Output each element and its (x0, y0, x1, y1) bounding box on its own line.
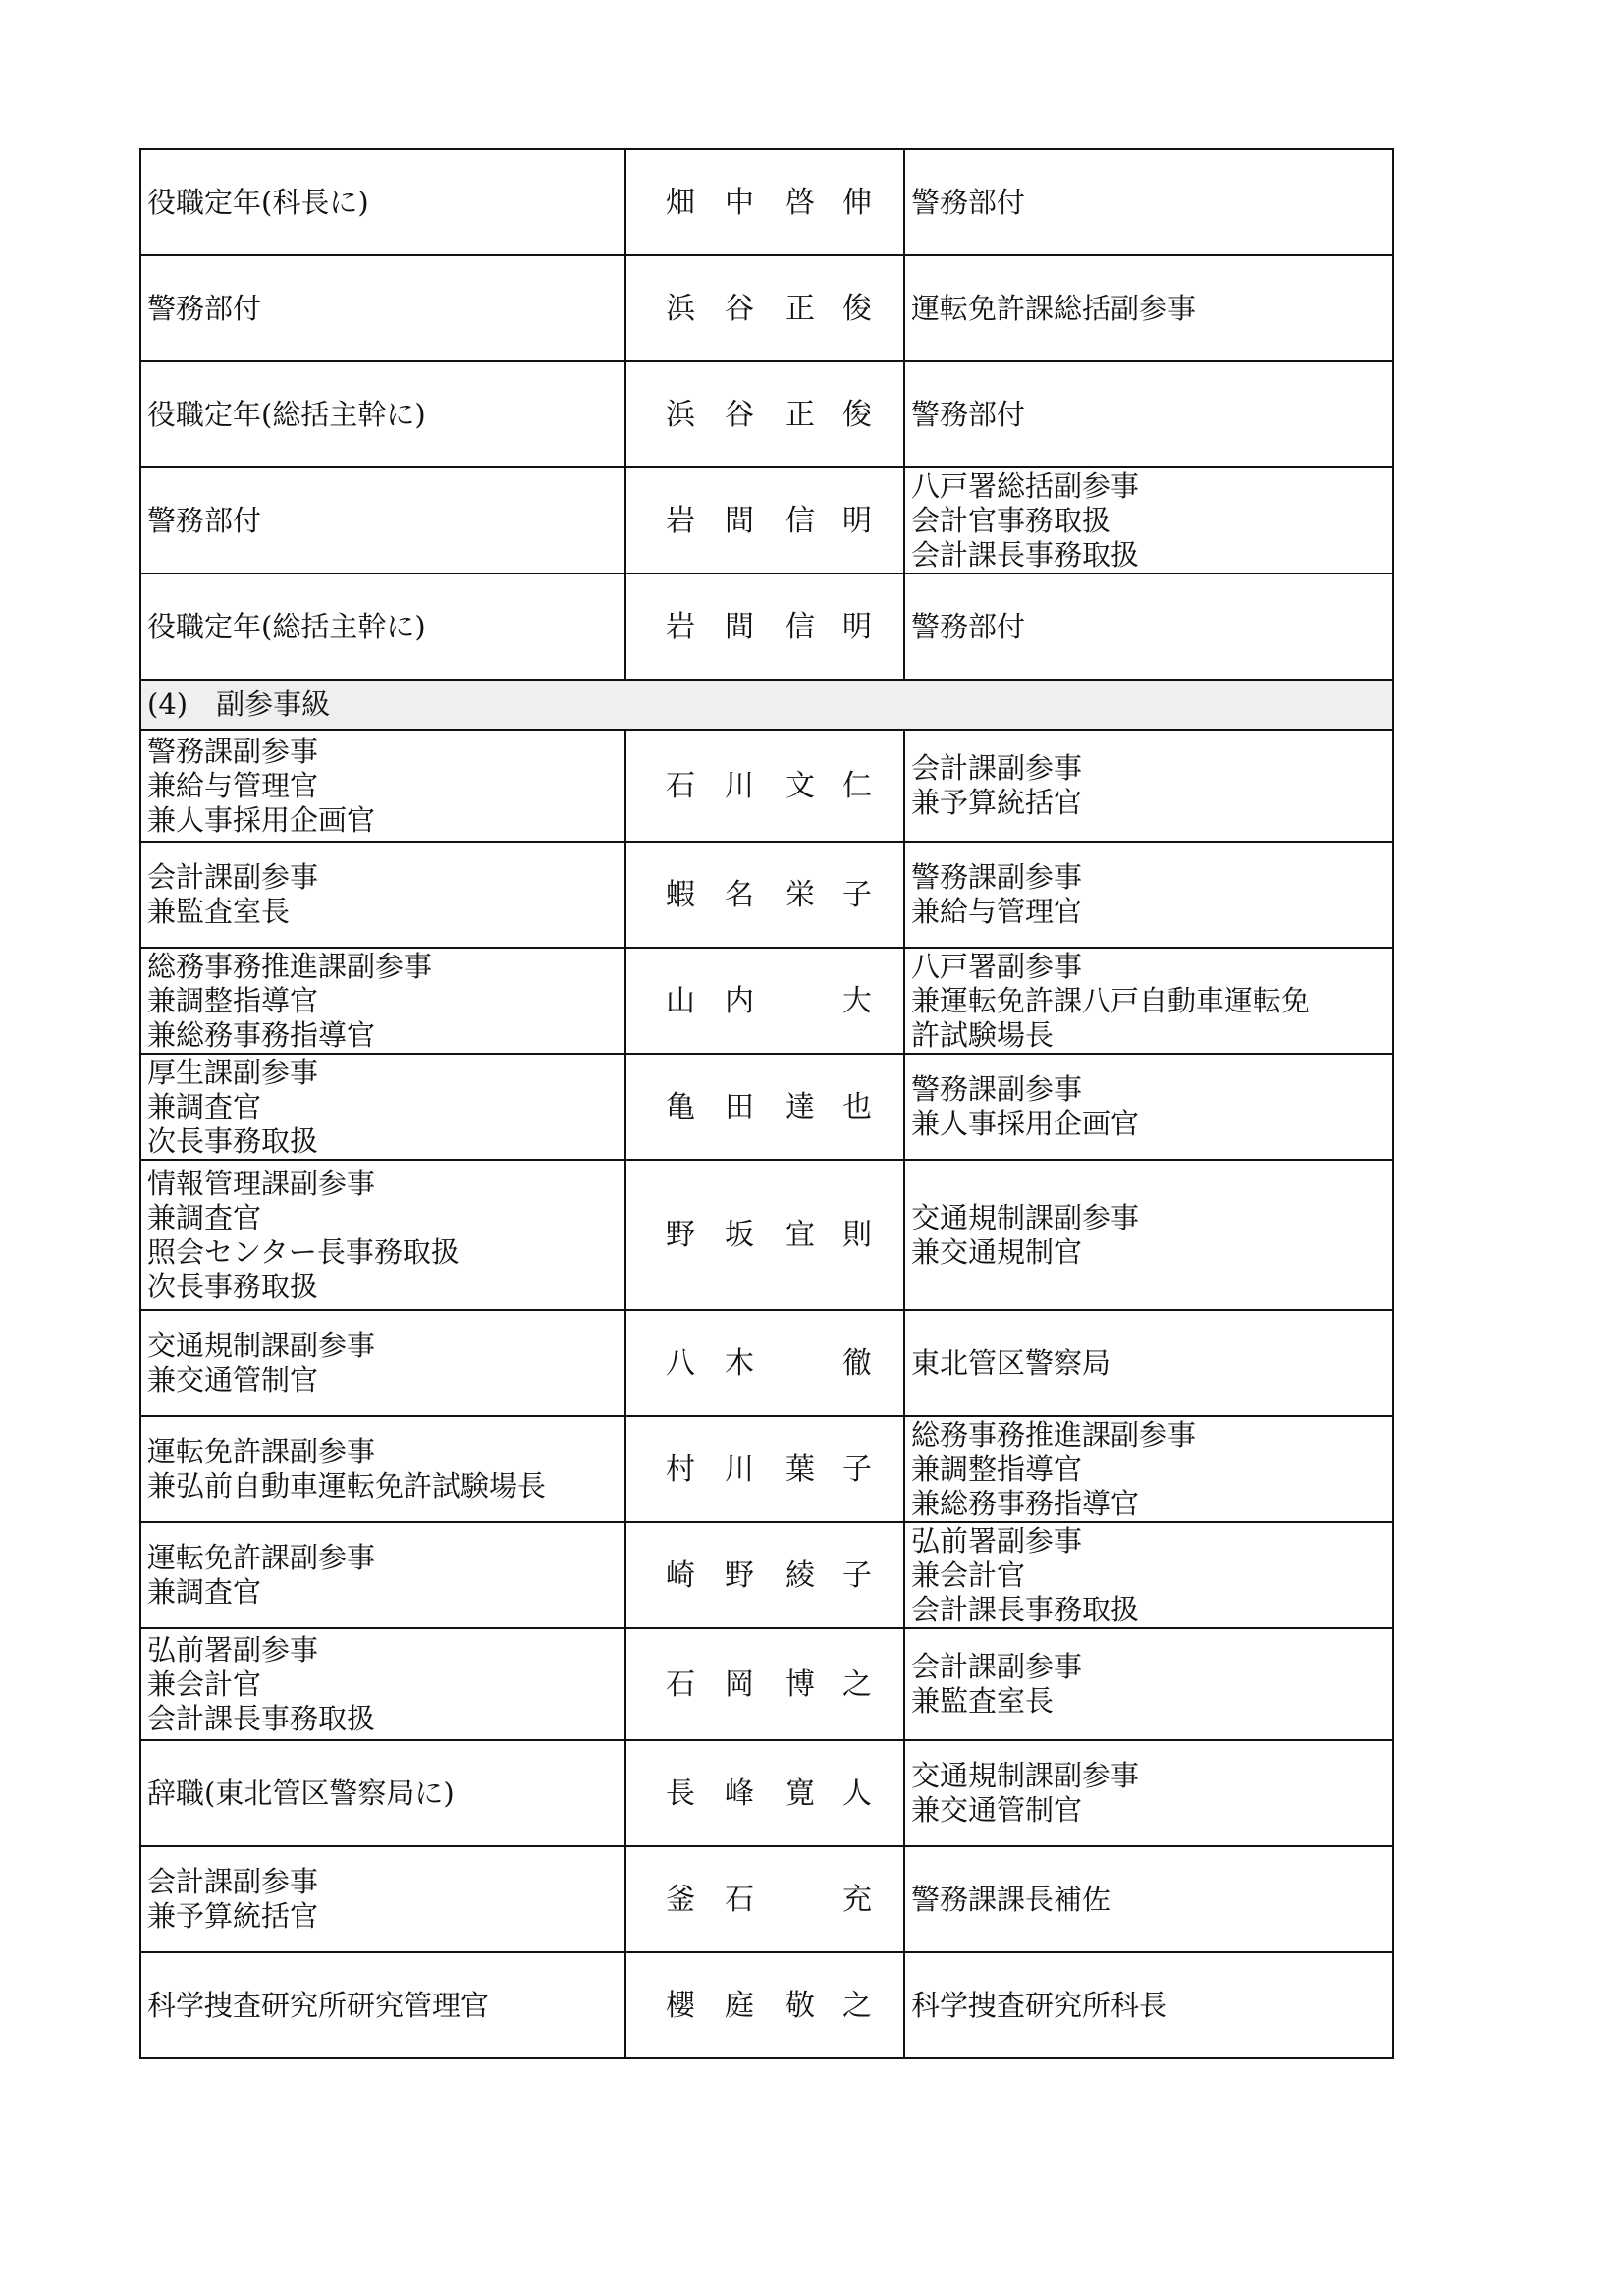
given-name-char: 信 (785, 503, 815, 538)
old-post-cell (904, 730, 1393, 842)
given-name (785, 186, 872, 220)
surname-char: 岩 (666, 609, 695, 644)
table-row (140, 730, 1393, 842)
person-name (632, 398, 897, 432)
surname (666, 1989, 754, 2023)
given-name-char: 綾 (785, 1558, 815, 1593)
personnel-table (139, 148, 1394, 2059)
given-name-char: 充 (842, 1882, 872, 1917)
surname-char: 峰 (725, 1776, 754, 1811)
person-name (632, 769, 897, 803)
new-post-line: 会計課長事務取扱 (147, 1701, 376, 1735)
surname-char: 浜 (666, 397, 695, 432)
given-name-char: 博 (785, 1667, 815, 1702)
surname-char: 石 (666, 1667, 695, 1702)
given-name-char: 達 (785, 1089, 815, 1124)
person-name (632, 1883, 897, 1917)
name-cell (625, 1054, 904, 1160)
new-post-cell (140, 149, 625, 255)
surname-char: 山 (666, 983, 695, 1018)
new-post-line: 警務課副参事 (147, 734, 319, 768)
table-row (140, 842, 1393, 948)
new-post-line: 次長事務取扱 (147, 1123, 319, 1158)
old-post-line: 会計課副参事 (911, 751, 1083, 785)
given-name-char: 伸 (842, 185, 872, 220)
person-name (632, 984, 897, 1018)
name-cell (625, 948, 904, 1054)
old-post-cell (904, 1416, 1393, 1522)
new-post-cell (140, 1416, 625, 1522)
old-post-line: 弘前署副参事 (911, 1523, 1083, 1558)
given-name-char: 正 (785, 291, 815, 326)
name-cell (625, 1160, 904, 1310)
given-name-char: 敬 (785, 1988, 815, 2023)
old-post-cell (904, 1628, 1393, 1740)
surname (666, 398, 754, 432)
old-post-cell (904, 1054, 1393, 1160)
given-name (785, 878, 872, 912)
old-post-line: 兼監査室長 (911, 1684, 1055, 1718)
given-name (785, 984, 872, 1018)
old-post-line: 兼人事採用企画官 (911, 1107, 1140, 1140)
name-cell (625, 361, 904, 467)
new-post-line: 兼給与管理官 (147, 768, 319, 802)
old-post-cell (904, 1846, 1393, 1952)
table-row (140, 1310, 1393, 1416)
surname (666, 1452, 754, 1487)
surname-char: 庭 (725, 1988, 754, 2023)
old-post-cell (904, 574, 1393, 680)
table-row (140, 467, 1393, 574)
person-name (632, 1989, 897, 2023)
old-post-cell (904, 255, 1393, 361)
new-post-line: 兼監査室長 (147, 895, 291, 928)
surname (666, 1667, 754, 1702)
section-header-row (140, 680, 1393, 730)
new-post-line: 次長事務取扱 (147, 1269, 319, 1303)
old-post-line: 会計課副参事 (911, 1650, 1083, 1683)
surname (666, 1090, 754, 1124)
table-row (140, 1628, 1393, 1740)
new-post-line: 科学捜査研究所研究管理官 (147, 1988, 490, 2022)
new-post-line: 兼総務事務指導官 (147, 1017, 376, 1052)
old-post-line: 警務部付 (911, 185, 1026, 219)
surname-char: 内 (725, 983, 754, 1018)
surname-char: 岡 (725, 1667, 754, 1702)
new-post-line: 警務部付 (147, 503, 262, 537)
surname (666, 1218, 754, 1252)
old-post-cell (904, 1952, 1393, 2058)
table-row (140, 1846, 1393, 1952)
old-post-line: 総務事務推進課副参事 (911, 1417, 1197, 1451)
table-row (140, 1416, 1393, 1522)
surname (666, 984, 754, 1018)
surname-char: 崎 (666, 1558, 695, 1593)
surname-char: 畑 (666, 185, 695, 220)
surname-char: 村 (666, 1451, 695, 1487)
surname-char: 谷 (725, 397, 754, 432)
new-post-line: 兼交通管制官 (147, 1363, 319, 1396)
old-post-line: 兼会計官 (911, 1558, 1026, 1592)
old-post-line: 運転免許課総括副参事 (911, 291, 1197, 325)
name-cell (625, 1846, 904, 1952)
old-post-line: 八戸署総括副参事 (911, 468, 1140, 503)
new-post-line: 兼会計官 (147, 1667, 262, 1701)
surname (666, 504, 754, 538)
given-name (785, 1558, 872, 1593)
new-post-cell (140, 467, 625, 574)
given-name (785, 292, 872, 326)
old-post-line: 会計課長事務取扱 (911, 1592, 1140, 1626)
new-post-line: 役職定年(総括主幹に) (147, 609, 426, 643)
new-post-cell (140, 1846, 625, 1952)
new-post-cell (140, 842, 625, 948)
surname (666, 878, 754, 912)
surname-char: 蝦 (666, 877, 695, 912)
old-post-line: 兼総務事務指導官 (911, 1486, 1140, 1520)
old-post-line: 兼交通管制官 (911, 1793, 1083, 1827)
new-post-line: 交通規制課副参事 (147, 1329, 376, 1362)
old-post-line: 東北管区警察局 (911, 1345, 1111, 1380)
new-post-cell (140, 1628, 625, 1740)
surname-char: 野 (725, 1558, 754, 1593)
given-name-char: 啓 (785, 185, 815, 220)
surname-char: 亀 (666, 1089, 695, 1124)
new-post-line: 兼弘前自動車運転免許試験場長 (147, 1469, 547, 1503)
table-row (140, 1054, 1393, 1160)
old-post-line: 警務部付 (911, 609, 1026, 643)
name-cell (625, 842, 904, 948)
table-row (140, 1160, 1393, 1310)
given-name-char: 信 (785, 609, 815, 644)
new-post-cell (140, 1522, 625, 1628)
surname-char: 川 (725, 768, 754, 803)
given-name-char: 仁 (842, 768, 872, 803)
table-row (140, 149, 1393, 255)
name-cell (625, 149, 904, 255)
given-name-char: 明 (842, 609, 872, 644)
old-post-cell (904, 361, 1393, 467)
given-name (785, 504, 872, 538)
given-name-char: 俊 (842, 291, 872, 326)
new-post-line: 運転免許課副参事 (147, 1541, 376, 1574)
surname (666, 292, 754, 326)
given-name-char: 則 (842, 1218, 872, 1252)
table-row (140, 1952, 1393, 2058)
name-cell (625, 1522, 904, 1628)
surname-char: 名 (725, 877, 754, 912)
given-name (785, 1989, 872, 2023)
name-cell (625, 1952, 904, 2058)
surname-char: 木 (725, 1345, 754, 1381)
old-post-line: 兼予算統括官 (911, 786, 1083, 819)
old-post-line: 警務部付 (911, 397, 1026, 431)
person-name (632, 186, 897, 220)
name-cell (625, 467, 904, 574)
surname (666, 1346, 754, 1381)
new-post-line: 会計課副参事 (147, 860, 319, 894)
new-post-cell (140, 1310, 625, 1416)
table-body (140, 149, 1393, 2058)
surname-char: 野 (666, 1218, 695, 1252)
new-post-line: 情報管理課副参事 (147, 1166, 376, 1200)
new-post-line: 兼予算統括官 (147, 1899, 319, 1933)
old-post-line: 警務課課長補佐 (911, 1882, 1111, 1916)
surname (666, 1777, 754, 1811)
given-name-char: 葉 (785, 1451, 815, 1487)
given-name (785, 1090, 872, 1124)
old-post-line: 交通規制課副参事 (911, 1200, 1140, 1234)
person-name (632, 504, 897, 538)
old-post-line: 警務課副参事 (911, 1072, 1083, 1106)
given-name (785, 1452, 872, 1487)
surname-char: 石 (725, 1882, 754, 1917)
given-name-char: 正 (785, 397, 815, 432)
given-name-char: 子 (842, 1558, 872, 1593)
old-post-line: 会計課長事務取扱 (911, 537, 1140, 572)
given-name-char: 徹 (842, 1345, 872, 1381)
new-post-cell (140, 1740, 625, 1846)
surname (666, 1883, 754, 1917)
old-post-cell (904, 467, 1393, 574)
table-row (140, 361, 1393, 467)
new-post-line: 兼調整指導官 (147, 983, 319, 1017)
surname (666, 1558, 754, 1593)
person-name (632, 292, 897, 326)
surname-char: 谷 (725, 291, 754, 326)
table-row (140, 1740, 1393, 1846)
old-post-line: 兼交通規制官 (911, 1234, 1083, 1269)
surname-char: 間 (725, 609, 754, 644)
new-post-line: 兼調査官 (147, 1200, 262, 1234)
new-post-line: 会計課副参事 (147, 1865, 319, 1898)
old-post-line: 兼調整指導官 (911, 1451, 1083, 1486)
person-name (632, 878, 897, 912)
new-post-cell (140, 730, 625, 842)
old-post-line: 警務課副参事 (911, 860, 1083, 894)
old-post-cell (904, 842, 1393, 948)
surname-char: 間 (725, 503, 754, 538)
new-post-line: 辞職(東北管区警察局に) (147, 1776, 455, 1810)
new-post-cell (140, 255, 625, 361)
old-post-line: 兼給与管理官 (911, 895, 1083, 928)
given-name-char: 子 (842, 877, 872, 912)
name-cell (625, 1740, 904, 1846)
name-cell (625, 1628, 904, 1740)
given-name-char: 大 (842, 983, 872, 1018)
table-row (140, 1522, 1393, 1628)
new-post-line: 厚生課副参事 (147, 1055, 319, 1089)
old-post-line: 科学捜査研究所科長 (911, 1988, 1168, 2022)
section-label: (4) 副参事級 (140, 680, 1393, 730)
new-post-cell (140, 948, 625, 1054)
surname (666, 769, 754, 803)
given-name-char: 宜 (785, 1218, 815, 1252)
new-post-line: 役職定年(総括主幹に) (147, 397, 426, 431)
given-name-char: 子 (842, 1451, 872, 1487)
table-row (140, 255, 1393, 361)
person-name (632, 1777, 897, 1811)
surname (666, 186, 754, 220)
new-post-cell (140, 1952, 625, 2058)
surname-char: 浜 (666, 291, 695, 326)
old-post-cell (904, 1740, 1393, 1846)
given-name (785, 1218, 872, 1252)
new-post-line: 総務事務推進課副参事 (147, 949, 433, 983)
person-name (632, 1218, 897, 1252)
old-post-line: 会計官事務取扱 (911, 503, 1111, 537)
old-post-cell (904, 948, 1393, 1054)
given-name-char: 人 (842, 1776, 872, 1811)
surname-char: 櫻 (666, 1988, 695, 2023)
given-name-char: 明 (842, 503, 872, 538)
new-post-cell (140, 574, 625, 680)
table-row (140, 574, 1393, 680)
given-name (785, 1883, 872, 1917)
new-post-line: 兼調査官 (147, 1575, 262, 1609)
given-name (785, 1667, 872, 1702)
person-name (632, 1090, 897, 1124)
old-post-line: 兼運転免許課八戸自動車運転免 (911, 983, 1311, 1017)
surname-char: 釜 (666, 1882, 695, 1917)
new-post-line: 照会センター長事務取扱 (147, 1234, 460, 1269)
surname-char: 長 (666, 1776, 695, 1811)
surname-char: 中 (725, 185, 754, 220)
surname-char: 田 (725, 1089, 754, 1124)
given-name (785, 398, 872, 432)
given-name (785, 769, 872, 803)
person-name (632, 1452, 897, 1487)
given-name-char: 文 (785, 768, 815, 803)
given-name (785, 1346, 872, 1381)
new-post-cell (140, 1054, 625, 1160)
surname-char: 八 (666, 1345, 695, 1381)
name-cell (625, 255, 904, 361)
table-row (140, 948, 1393, 1054)
person-name (632, 610, 897, 644)
given-name-char: 栄 (785, 877, 815, 912)
given-name-char: 寛 (785, 1776, 815, 1811)
new-post-cell (140, 1160, 625, 1310)
given-name-char: 俊 (842, 397, 872, 432)
new-post-line: 運転免許課副参事 (147, 1435, 376, 1468)
old-post-cell (904, 1160, 1393, 1310)
old-post-line: 交通規制課副参事 (911, 1759, 1140, 1792)
name-cell (625, 730, 904, 842)
person-name (632, 1558, 897, 1593)
old-post-line: 八戸署副参事 (911, 949, 1083, 983)
person-name (632, 1667, 897, 1702)
surname-char: 川 (725, 1451, 754, 1487)
old-post-cell (904, 1522, 1393, 1628)
given-name (785, 1777, 872, 1811)
new-post-cell (140, 361, 625, 467)
new-post-line: 弘前署副参事 (147, 1632, 319, 1667)
name-cell (625, 1416, 904, 1522)
old-post-cell (904, 149, 1393, 255)
new-post-line: 兼調査官 (147, 1089, 262, 1123)
surname (666, 610, 754, 644)
name-cell (625, 1310, 904, 1416)
new-post-line: 役職定年(科長に) (147, 185, 369, 219)
old-post-line: 許試験場長 (911, 1017, 1055, 1052)
surname-char: 石 (666, 768, 695, 803)
person-name (632, 1346, 897, 1381)
given-name-char: 也 (842, 1089, 872, 1124)
surname-char: 岩 (666, 503, 695, 538)
new-post-line: 兼人事採用企画官 (147, 802, 376, 837)
given-name-char: 之 (842, 1667, 872, 1702)
name-cell (625, 574, 904, 680)
surname-char: 坂 (725, 1218, 754, 1252)
given-name-char: 之 (842, 1988, 872, 2023)
given-name (785, 610, 872, 644)
old-post-cell (904, 1310, 1393, 1416)
new-post-line: 警務部付 (147, 291, 262, 325)
